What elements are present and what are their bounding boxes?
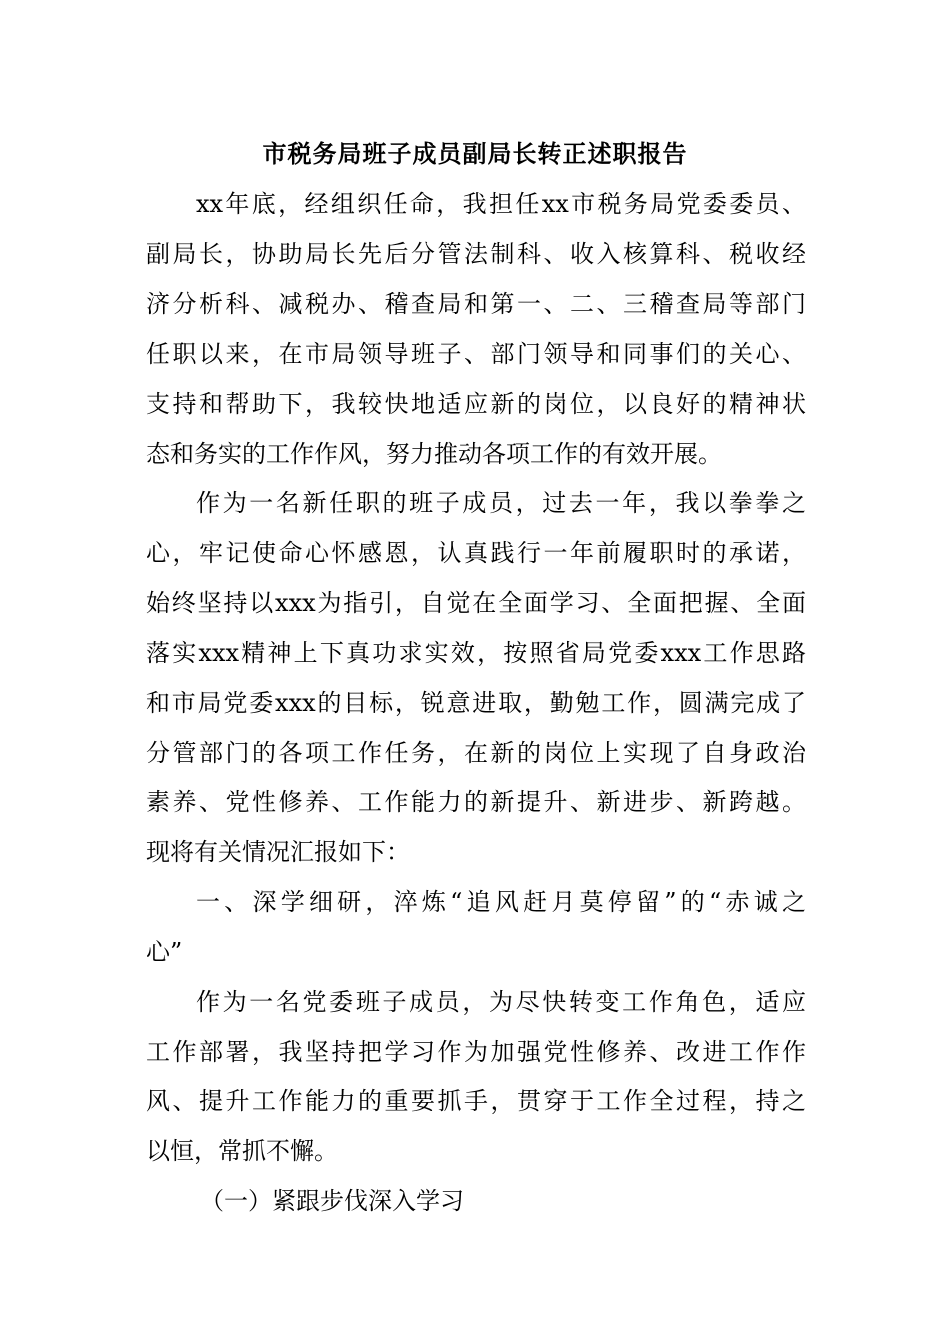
paragraph-line: 以恒，常抓不懈。: [146, 1137, 338, 1165]
paragraph-line: 现将有关情况汇报如下：: [146, 838, 410, 866]
paragraph-line: 素养、党性修养、工作能力的新提升、新进步、新跨越。: [146, 788, 806, 816]
paragraph-line: 风、提升工作能力的重要抓手，贯穿于工作全过程，持之: [146, 1087, 806, 1115]
paragraph-line: 分管部门的各项工作任务，在新的岗位上实现了自身政治: [146, 739, 806, 767]
paragraph-line: 始终坚持以xxx为指引，自觉在全面学习、全面把握、全面: [146, 589, 806, 617]
section-heading-line: 一、深学细研，淬炼“追风赶月莫停留”的“赤诚之: [196, 888, 806, 916]
paragraph-line: xx年底，经组织任命，我担任xx市税务局党委委员、: [196, 190, 806, 218]
paragraph-line: 任职以来，在市局领导班子、部门领导和同事们的关心、: [146, 340, 806, 368]
paragraph-line: 支持和帮助下，我较快地适应新的岗位，以良好的精神状: [146, 390, 806, 418]
section-heading-line: 心”: [146, 938, 183, 966]
paragraph-line: 态和务实的工作作风，努力推动各项工作的有效开展。: [146, 440, 722, 468]
subsection-heading: （一）紧跟步伐深入学习: [200, 1187, 464, 1215]
paragraph-line: 落实xxx精神上下真功求实效，按照省局党委xxx工作思路: [146, 639, 806, 667]
paragraph-line: 心，牢记使命心怀感恩，认真践行一年前履职时的承诺，: [146, 539, 806, 567]
paragraph-line: 和市局党委xxx的目标，锐意进取，勤勉工作，圆满完成了: [146, 689, 806, 717]
paragraph-line: 作为一名党委班子成员，为尽快转变工作角色，适应: [196, 988, 806, 1016]
paragraph-line: 副局长，协助局长先后分管法制科、收入核算科、税收经: [146, 240, 806, 268]
paragraph-line: 作为一名新任职的班子成员，过去一年，我以拳拳之: [196, 489, 806, 517]
paragraph-line: 工作部署，我坚持把学习作为加强党性修养、改进工作作: [146, 1038, 806, 1066]
document-title: 市税务局班子成员副局长转正述职报告: [262, 139, 688, 168]
paragraph-line: 济分析科、减税办、稽查局和第一、二、三稽查局等部门: [146, 290, 806, 318]
